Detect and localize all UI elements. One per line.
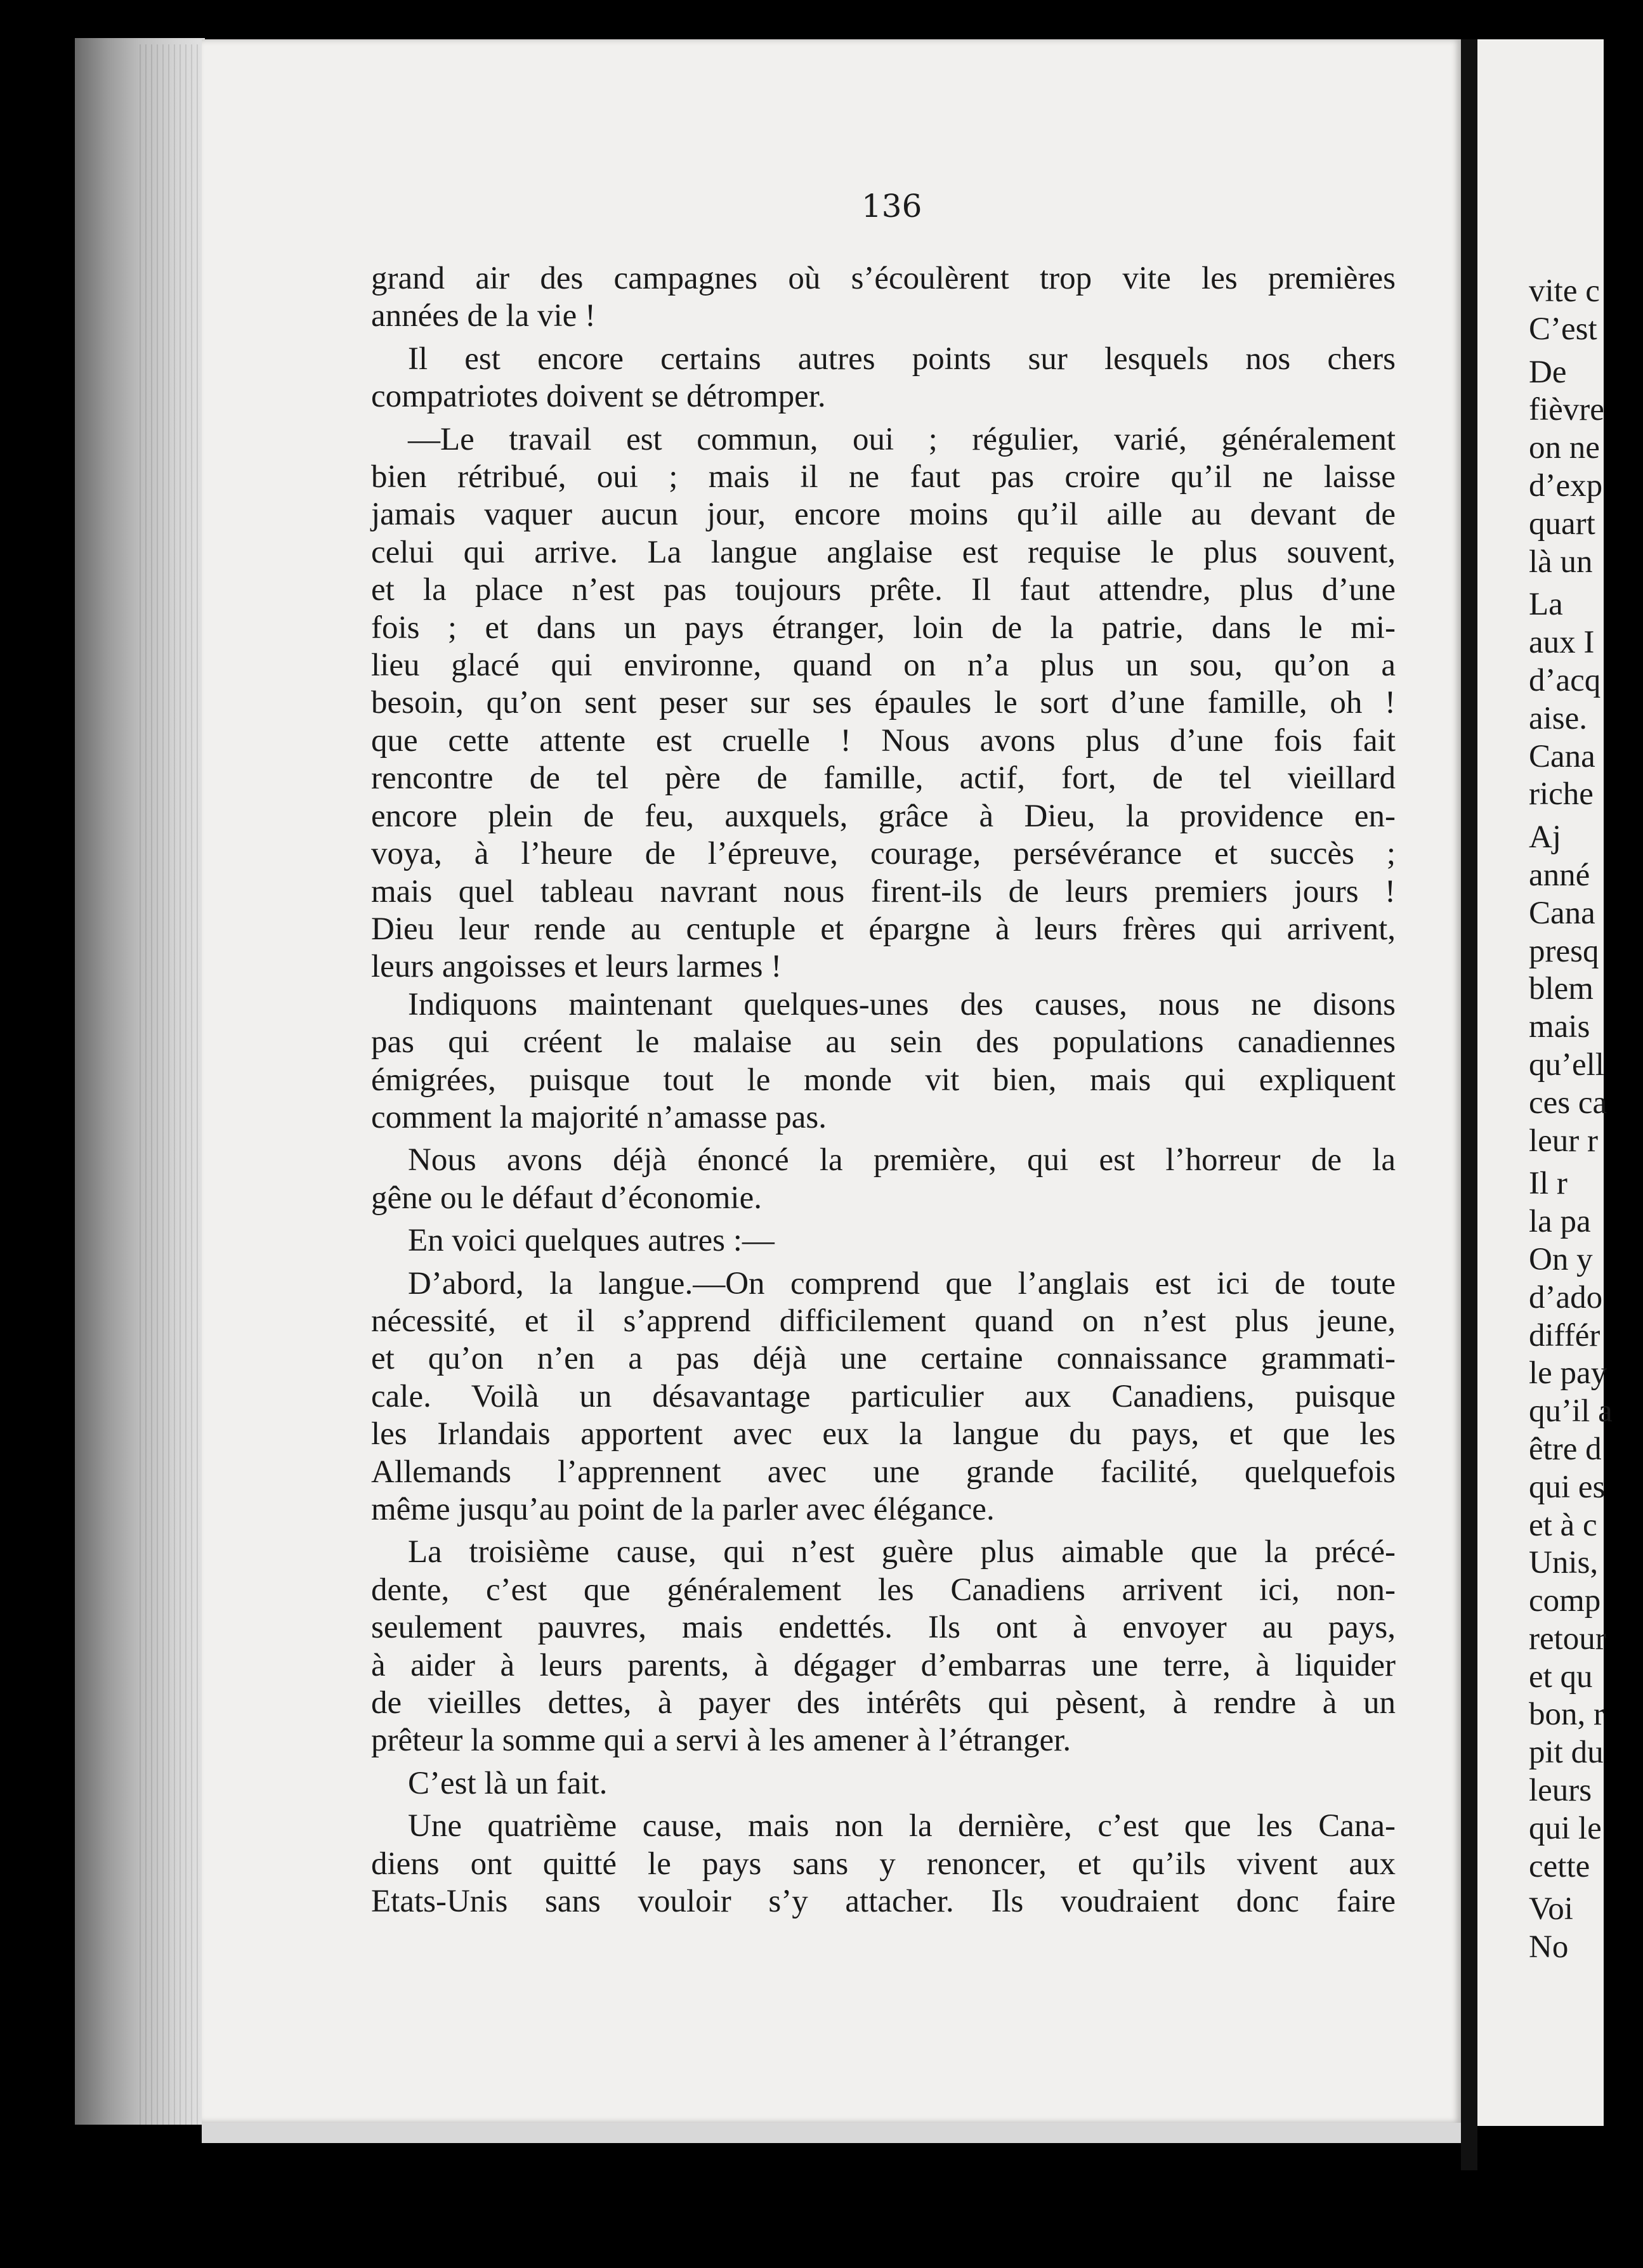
book-gutter	[1461, 39, 1477, 2170]
text-line: voya, à l’heure de l’épreuve, courage, persévérance et succès ;	[371, 836, 1396, 872]
next-page-line: différ	[1529, 1317, 1600, 1353]
next-page-line: fièvre	[1529, 392, 1604, 428]
next-page-line: la pa	[1529, 1204, 1591, 1240]
next-page-line: quart	[1529, 505, 1595, 542]
text-line: Etats-Unis sans vouloir s’y attacher. Ils voudraient donc faire	[371, 1884, 1396, 1920]
text-line: celui qui arrive. La langue anglaise est requise le plus souvent,	[371, 534, 1396, 570]
next-page-line: bon, r	[1529, 1697, 1604, 1733]
text-line: Dieu leur rende au centuple et épargne à leurs frères qui arrivent,	[371, 911, 1396, 947]
next-page-line: aise.	[1529, 700, 1588, 736]
text-line: compatriotes doivent se détromper.	[371, 379, 826, 415]
text-line: besoin, qu’on sent peser sur ses épaules le sort d’une famille, oh !	[371, 685, 1396, 721]
next-page-line: Il r	[1529, 1166, 1568, 1202]
text-line: D’abord, la langue.—On comprend que l’anglais est ici de toute	[408, 1265, 1396, 1301]
text-line: nécessité, et il s’apprend difficilement quand on n’est plus jeune,	[371, 1303, 1396, 1339]
body-text	[371, 260, 1396, 1920]
next-page-line: là un	[1529, 544, 1593, 580]
next-page-line: qu’ell	[1529, 1046, 1604, 1083]
next-page-line: on ne	[1529, 430, 1600, 466]
text-line: jamais vaquer aucun jour, encore moins qu’il aille au devant de	[371, 497, 1396, 533]
next-page-text	[1529, 273, 1643, 1967]
next-page-line: le pay	[1529, 1355, 1607, 1391]
next-page-line: blem	[1529, 971, 1594, 1007]
next-page-line: anné	[1529, 857, 1590, 893]
text-line: années de la vie !	[371, 298, 596, 334]
next-page-line: comp	[1529, 1583, 1601, 1619]
next-page-line: Voi	[1529, 1891, 1573, 1927]
text-line: encore plein de feu, auxquels, grâce à Dieu, la providence en-	[371, 798, 1396, 834]
next-page-line: cette	[1529, 1848, 1590, 1884]
next-page-line: d’acq	[1529, 662, 1601, 698]
next-page-line: qui es	[1529, 1469, 1606, 1505]
text-line: fois ; et dans un pays étranger, loin de la patrie, dans le mi-	[371, 609, 1396, 646]
text-line: et qu’on n’en a pas déjà une certaine connaissance grammati-	[371, 1341, 1396, 1377]
text-line: gêne ou le défaut d’économie.	[371, 1180, 762, 1216]
next-page-line: leurs	[1529, 1773, 1592, 1809]
next-page-line: retour	[1529, 1620, 1606, 1657]
next-page-line: La	[1529, 587, 1563, 623]
text-line: Il est encore certains autres points sur lesquels nos chers	[408, 341, 1396, 377]
text-line: à aider à leurs parents, à dégager d’embarras une terre, à liquider	[371, 1647, 1396, 1683]
next-page-line: d’ado	[1529, 1279, 1603, 1315]
next-page-line: Aj	[1529, 819, 1561, 856]
next-page-line: qu’il a	[1529, 1393, 1613, 1430]
text-line: de vieilles dettes, à payer des intérêts qui pèsent, à rendre à un	[371, 1685, 1396, 1721]
next-page-line: pit du	[1529, 1735, 1604, 1771]
text-line: même jusqu’au point de la parler avec élégance.	[371, 1492, 995, 1527]
next-page-line: leur r	[1529, 1123, 1599, 1159]
text-line: leurs angoisses et leurs larmes !	[371, 949, 782, 985]
next-page-line: ces ca	[1529, 1085, 1607, 1121]
text-line: prêteur la somme qui a servi à les amener à l’étranger.	[371, 1723, 1071, 1759]
text-line: et la place n’est pas toujours prête. Il faut attendre, plus d’une	[371, 572, 1396, 608]
next-page-line: No	[1529, 1929, 1569, 1965]
next-page-line: riche	[1529, 776, 1594, 812]
page-stack-lines	[140, 44, 203, 2125]
next-page-line: On y	[1529, 1241, 1593, 1277]
next-page-line: d’exp	[1529, 467, 1603, 504]
next-page-line: Cana	[1529, 895, 1595, 931]
text-line: rencontre de tel père de famille, actif, fort, de tel vieillard	[371, 760, 1396, 797]
text-line: C’est là un fait.	[408, 1765, 608, 1801]
text-line: mais quel tableau navrant nous firent-ils de leurs premiers jours !	[371, 873, 1396, 909]
next-page-line: et à c	[1529, 1507, 1597, 1543]
text-line: En voici quelques autres :—	[408, 1223, 775, 1259]
text-line: pas qui créent le malaise au sein des populations canadiennes	[371, 1024, 1396, 1060]
text-line: grand air des campagnes où s’écoulèrent trop vite les premières	[371, 261, 1396, 296]
next-page-line: aux I	[1529, 625, 1595, 661]
text-line: les Irlandais apportent avec eux la langue du pays, et que les	[371, 1416, 1396, 1452]
next-page-line: C’est	[1529, 311, 1597, 347]
text-line: bien rétribué, oui ; mais il ne faut pas croire qu’il ne laisse	[371, 459, 1396, 495]
next-page-line: qui le	[1529, 1810, 1602, 1846]
text-line: Une quatrième cause, mais non la dernière, c’est que les Cana-	[408, 1808, 1396, 1844]
text-line: que cette attente est cruelle ! Nous avons plus d’une fois fait	[371, 722, 1396, 759]
next-page-line: être d	[1529, 1431, 1602, 1467]
text-line: comment la majorité n’amasse pas.	[371, 1099, 827, 1135]
text-line: Indiquons maintenant quelques-unes des causes, nous ne disons	[408, 986, 1396, 1022]
next-page-line: Cana	[1529, 738, 1595, 774]
text-line: —Le travail est commun, oui ; régulier, varié, généralement	[408, 421, 1396, 457]
text-line: dente, c’est que généralement les Canadiens arrivent ici, non-	[371, 1572, 1396, 1608]
text-line: émigrées, puisque tout le monde vit bien, mais qui expliquent	[371, 1062, 1396, 1098]
text-line: Nous avons déjà énoncé la première, qui est l’horreur de la	[408, 1142, 1396, 1178]
text-line: seulement pauvres, mais endettés. Ils ont à envoyer au pays,	[371, 1610, 1396, 1646]
text-line: La troisième cause, qui n’est guère plus aimable que la précé-	[408, 1534, 1396, 1570]
next-page-line: presq	[1529, 933, 1599, 969]
next-page-line: De	[1529, 354, 1567, 390]
text-line: diens ont quitté le pays sans y renoncer, et qu’ils vivent aux	[371, 1846, 1396, 1882]
text-line: cale. Voilà un désavantage particulier aux Canadiens, puisque	[371, 1378, 1396, 1414]
next-page-line: vite c	[1529, 273, 1600, 309]
page-number: 136	[861, 188, 922, 225]
text-line: lieu glacé qui environne, quand on n’a plus un sou, qu’on a	[371, 648, 1396, 684]
next-page-line: mais	[1529, 1009, 1590, 1045]
page-bottom-shadow	[202, 2123, 1461, 2143]
next-page-line: Unis,	[1529, 1545, 1599, 1581]
next-page-line: et qu	[1529, 1659, 1593, 1695]
text-line: Allemands l’apprennent avec une grande facilité, quelquefois	[371, 1454, 1396, 1490]
